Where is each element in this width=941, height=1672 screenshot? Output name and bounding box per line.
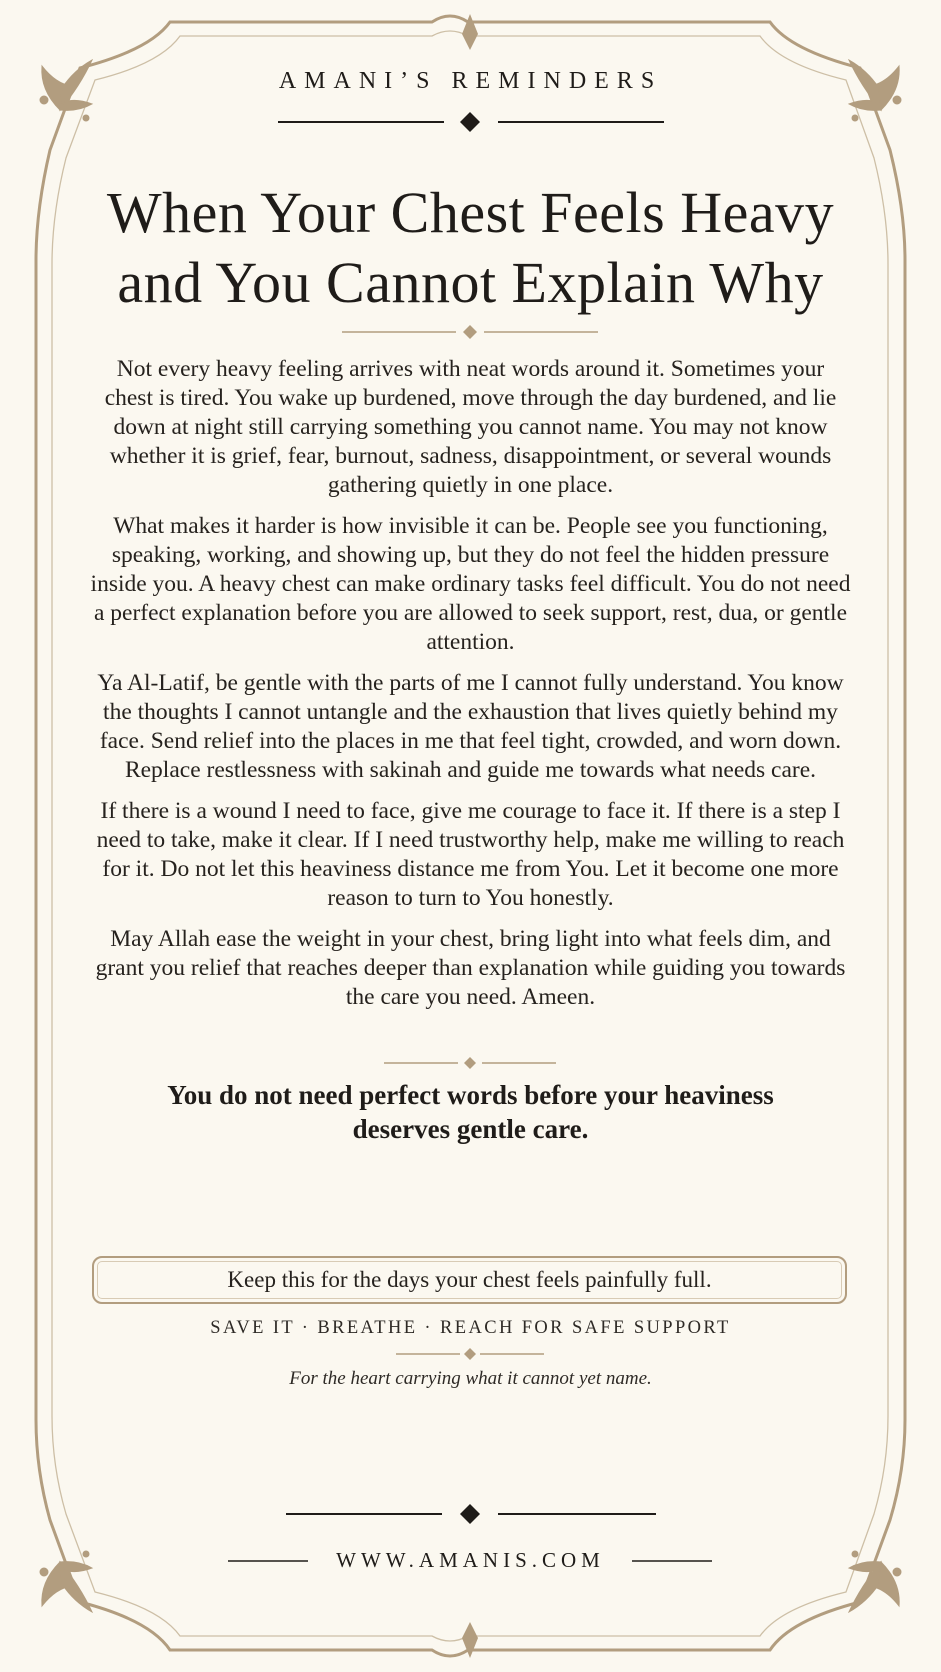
closing-statement: You do not need perfect words before your heaviness deserves gentle care.	[167, 1080, 774, 1144]
paragraph: What makes it harder is how invisible it can be. People see you functioning, speaking, working, and showing up, but they do not feel the hidden pressure inside you. A heavy chest can make ordinary tasks feel difficult. You do not need a perfect explanation before you are allowed to seek support, rest, dua, or gentle attention.	[90, 513, 851, 655]
brand-header: AMANI’S REMINDERS	[278, 68, 663, 94]
closing-divider	[384, 1057, 556, 1069]
page-title: When Your Chest Feels Heavy and You Cannot Explain Why	[106, 180, 835, 315]
tagline: For the heart carrying what it cannot yet name.	[289, 1368, 652, 1389]
keep-note-text: Keep this for the days your chest feels painfully full.	[227, 1267, 712, 1292]
body-text	[90, 355, 851, 1024]
paragraph: May Allah ease the weight in your chest, bring light into what feels dim, and grant you relief that reaches deeper than explanation while guiding you towards the care you need. Ameen.	[95, 926, 846, 1010]
footer-divider	[286, 1504, 656, 1524]
paragraph: If there is a wound I need to face, give me courage to face it. If there is a step I need to take, make it clear. If I need trustworthy help, make me willing to reach for it. Do not let this heaviness distance me from You. Let it become one more reason to turn to You honestly.	[96, 798, 845, 911]
title-divider	[342, 325, 598, 339]
keep-note-box	[92, 1256, 847, 1304]
paragraph: Not every heavy feeling arrives with neat words around it. Sometimes your chest is tired. You wake up burdened, move through the day burdened, and lie down at night still carrying something you cannot name. You may not know whether it is grief, fear, burnout, sadness, disappointment, or several wounds gathering quietly in one place.	[104, 356, 837, 498]
actions-line: SAVE IT · BREATHE · REACH FOR SAFE SUPPORT	[210, 1318, 731, 1338]
website-url: WWW.AMANIS.COM	[336, 1548, 605, 1572]
actions-divider	[396, 1348, 544, 1360]
paragraph: Ya Al-Latif, be gentle with the parts of me I cannot fully understand. You know the thoughts I cannot untangle and the exhaustion that lives quietly behind my face. Send relief into the places in me that feel tight, crowded, and worn down. Replace restlessness with sakinah and guide me towards what needs care.	[97, 670, 844, 783]
header-divider	[278, 112, 664, 132]
